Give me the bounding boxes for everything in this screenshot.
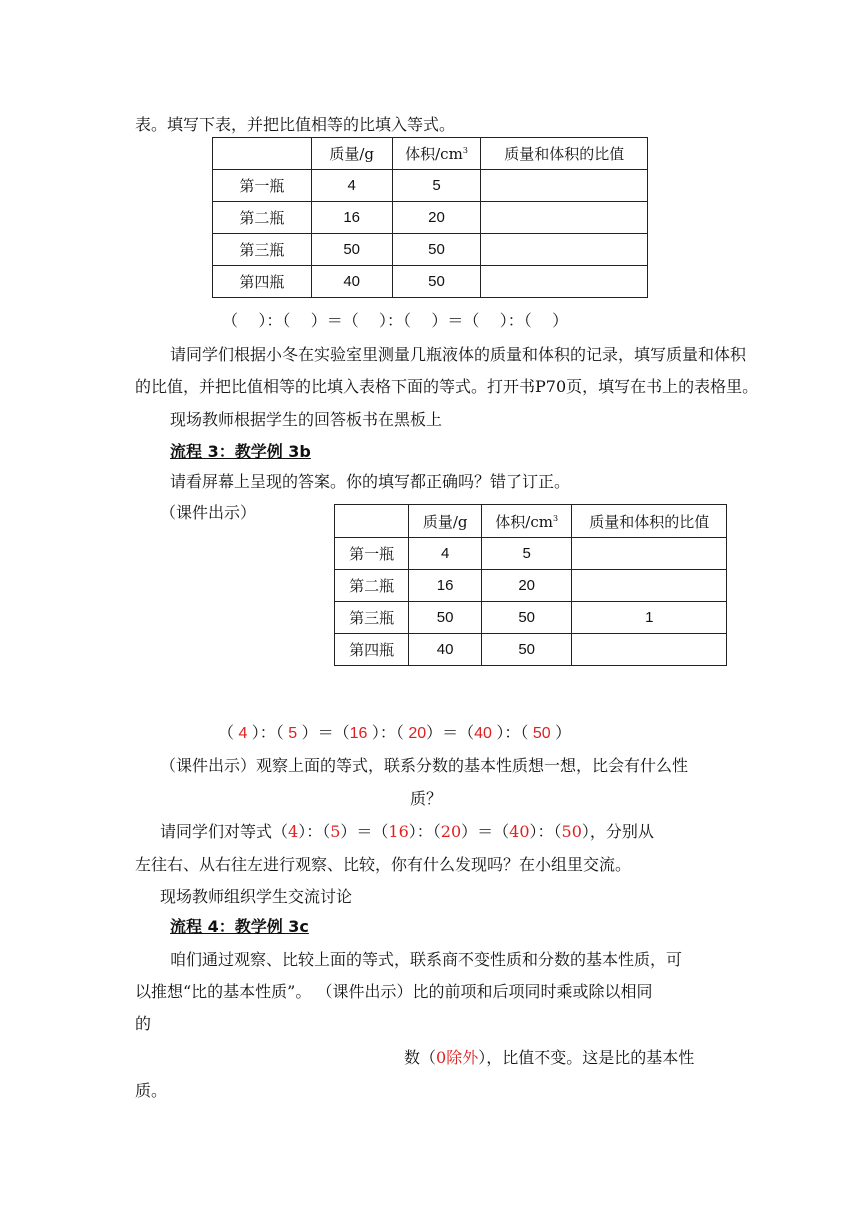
table-header-label: 体积/cm — [495, 512, 553, 531]
table-row — [213, 234, 648, 266]
paragraph-1-line-1: 请同学们根据小冬在实验室里测量几瓶液体的质量和体积的记录，填写质量和体积 — [170, 345, 747, 364]
data-table-2 — [334, 504, 727, 666]
paragraph-3-line-2: 左往右、从右往左进行观察、比较，你有什么发现吗？在小组里交流。 — [135, 855, 632, 874]
paragraph-4-line-4 — [404, 1045, 694, 1068]
observe-line-1: （课件出示）观察上面的等式，联系分数的基本性质想一想，比会有什么性 — [160, 756, 689, 775]
table-header-row — [335, 505, 727, 538]
table-cell: 4 — [311, 170, 392, 202]
paren: ）：（ — [367, 725, 409, 742]
filled-equation — [218, 720, 571, 743]
table-row — [335, 602, 727, 634]
equation-value: 20 — [440, 822, 462, 841]
table-row — [213, 170, 648, 202]
paren: ）＝（ — [461, 822, 510, 841]
table-cell: 第三瓶 — [335, 602, 409, 634]
text: 请同学们对等式（ — [160, 822, 289, 841]
equation-value: 5 — [330, 822, 341, 841]
table-cell: 5 — [392, 170, 481, 202]
table-cell — [481, 202, 648, 234]
paragraph-1-line-2: 的比值，并把比值相等的比填入表格下面的等式。打开书P70页，填写在书上的表格里。 — [135, 377, 759, 396]
table-cell: 20 — [481, 570, 572, 602]
table-cell: 16 — [409, 570, 482, 602]
paragraph-4-line-5: 质。 — [135, 1081, 168, 1100]
paragraph-2: 请看屏幕上呈现的答案。你的填写都正确吗？错了订正。 — [170, 472, 571, 491]
table-header-label: 体积/cm — [405, 145, 463, 163]
teacher-note-2: 现场教师组织学生交流讨论 — [160, 887, 353, 906]
paren: ）：（ — [408, 822, 441, 841]
paren: （ — [218, 725, 239, 742]
table-cell: 第一瓶 — [213, 170, 312, 202]
paren: ） — [550, 725, 572, 742]
table-cell: 第三瓶 — [213, 234, 312, 266]
table-cell — [572, 538, 727, 570]
equation-value: 50 — [561, 822, 582, 841]
paren: ）＝（ — [426, 725, 475, 742]
table-cell — [572, 570, 727, 602]
text: ，分别从 — [589, 822, 654, 841]
table-cell: 20 — [392, 202, 481, 234]
table-cell: 1 — [572, 602, 727, 634]
table-header-cell: 质量和体积的比值 — [481, 138, 648, 170]
superscript: 3 — [552, 513, 559, 523]
equation-value: 20 — [408, 725, 427, 742]
highlight-text: 0除外 — [436, 1048, 479, 1067]
table-header-cell — [213, 138, 312, 170]
equation-value: 50 — [532, 725, 551, 742]
table-cell: 第二瓶 — [213, 202, 312, 234]
table-cell: 50 — [481, 634, 572, 666]
table-cell: 50 — [311, 234, 392, 266]
table-header-cell — [481, 505, 572, 538]
table-cell — [481, 170, 648, 202]
table-cell: 第四瓶 — [335, 634, 409, 666]
table-cell: 第四瓶 — [213, 266, 312, 298]
table-cell: 5 — [481, 538, 572, 570]
intro-line: 表。填写下表，并把比值相等的比填入等式。 — [135, 115, 456, 134]
table-header-row — [213, 138, 648, 170]
table-cell: 第一瓶 — [335, 538, 409, 570]
paren: ）：（ — [491, 725, 533, 742]
paren: ）＝（ — [340, 822, 389, 841]
table-cell: 16 — [311, 202, 392, 234]
data-table-1 — [212, 137, 648, 298]
table-row — [335, 570, 727, 602]
table-cell: 50 — [392, 234, 481, 266]
table-header-cell — [335, 505, 409, 538]
table-cell: 50 — [481, 602, 572, 634]
table-cell — [481, 266, 648, 298]
table-row — [335, 538, 727, 570]
flow-4-title: 流程 4：教学例 3c — [170, 917, 309, 936]
table-cell: 第二瓶 — [335, 570, 409, 602]
table-header-cell: 质量/g — [311, 138, 392, 170]
superscript: 3 — [462, 146, 468, 155]
table-row — [213, 266, 648, 298]
paren: ） — [581, 822, 590, 841]
paragraph-4-line-3: 的 — [135, 1014, 152, 1033]
paragraph-3-line-1 — [160, 819, 654, 842]
text: 数（ — [404, 1048, 437, 1067]
equation-value: 16 — [349, 725, 368, 742]
table-row — [335, 634, 727, 666]
teacher-note-1: 现场教师根据学生的回答板书在黑板上 — [170, 410, 443, 429]
table-header-cell: 质量/g — [409, 505, 482, 538]
text: ），比值不变。这是比的基本性 — [478, 1048, 695, 1067]
table-cell: 40 — [409, 634, 482, 666]
observe-line-2: 质？ — [410, 789, 443, 808]
table-cell — [481, 234, 648, 266]
equation-value: 5 — [288, 725, 298, 742]
blank-equation: （ ）：（ ）＝（ ）：（ ）＝（ ）：（ ） — [222, 311, 569, 330]
courseware-label: （课件出示） — [160, 503, 257, 522]
paragraph-4-line-1: 咱们通过观察、比较上面的等式，联系商不变性质和分数的基本性质，可 — [170, 950, 683, 969]
paren: ）：（ — [298, 822, 331, 841]
flow-3-title: 流程 3：教学例 3b — [170, 442, 311, 461]
equation-value: 4 — [238, 725, 248, 742]
table-cell — [572, 634, 727, 666]
table-cell: 4 — [409, 538, 482, 570]
equation-value: 4 — [288, 822, 299, 841]
paren: ）：（ — [529, 822, 562, 841]
table-row — [213, 202, 648, 234]
paren: ）：（ — [247, 725, 289, 742]
table-cell: 50 — [392, 266, 481, 298]
table-cell: 40 — [311, 266, 392, 298]
table-cell: 50 — [409, 602, 482, 634]
equation-value: 16 — [388, 822, 409, 841]
table-header-cell: 质量和体积的比值 — [572, 505, 727, 538]
paragraph-4-line-2: 以推想“比的基本性质”。 （课件出示）比的前项和后项同时乘或除以相同 — [135, 982, 653, 1001]
equation-value: 40 — [509, 822, 530, 841]
table-header-cell — [392, 138, 481, 170]
equation-value: 40 — [474, 725, 492, 742]
paren: ）＝（ — [297, 725, 350, 742]
